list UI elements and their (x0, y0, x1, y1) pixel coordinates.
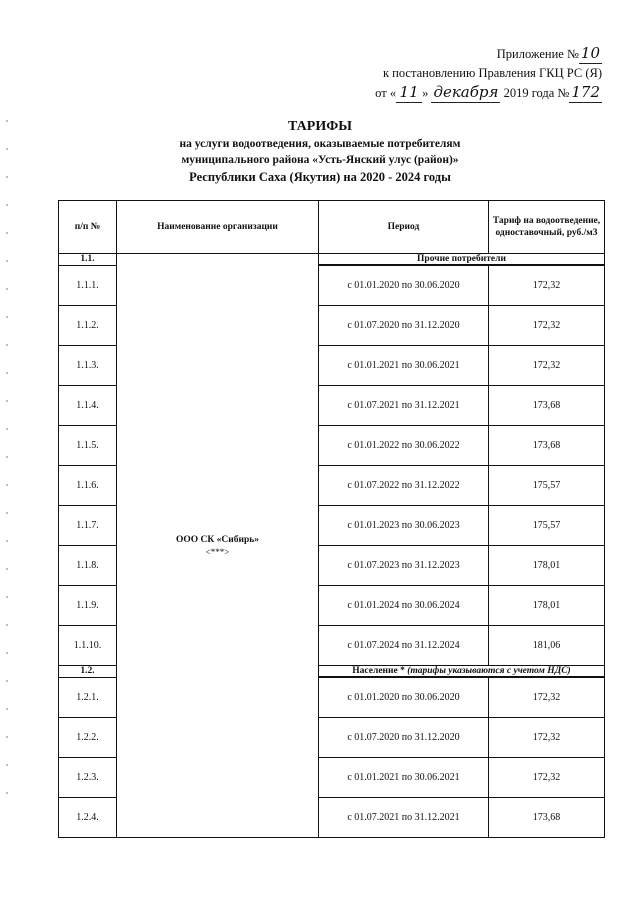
section-row (59, 254, 605, 266)
organization-name: ООО СК «Сибирь» (175, 534, 260, 545)
row-num: 1.2.3. (59, 758, 117, 798)
row-tariff: 172,32 (489, 306, 605, 346)
scan-margin-marks (6, 120, 8, 820)
appendix-number: 10 (580, 44, 600, 62)
row-num: 1.1.2. (59, 306, 117, 346)
row-tariff: 178,01 (489, 546, 605, 586)
title-line-2: на услуги водоотведения, оказываемые потребителям (179, 138, 461, 150)
row-period: с 01.07.2021 по 31.12.2021 (319, 798, 489, 838)
title-line-1: ТАРИФЫ (288, 119, 352, 134)
section-title-text: Население * (352, 666, 408, 676)
row-tariff: 172,32 (489, 758, 605, 798)
row-num: 1.2.2. (59, 718, 117, 758)
header-org: Наименование организации (117, 201, 319, 254)
row-num: 1.1.10. (59, 626, 117, 666)
row-num: 1.1.7. (59, 506, 117, 546)
row-num: 1.1.8. (59, 546, 117, 586)
row-period: с 01.01.2023 по 30.06.2023 (319, 506, 489, 546)
section-num: 1.1. (59, 254, 117, 266)
row-period: с 01.01.2020 по 30.06.2020 (319, 265, 489, 306)
row-tariff: 173,68 (489, 798, 605, 838)
row-period: с 01.01.2021 по 30.06.2021 (319, 758, 489, 798)
title-line-3: муниципального района «Усть-Янский улус (район)» (181, 154, 459, 166)
row-period: с 01.01.2022 по 30.06.2022 (319, 426, 489, 466)
table-header-row (59, 201, 605, 254)
row-tariff: 172,32 (489, 718, 605, 758)
row-tariff: 181,06 (489, 626, 605, 666)
row-tariff: 175,57 (489, 466, 605, 506)
organization-note: <***> (205, 546, 230, 557)
row-period: с 01.07.2020 по 31.12.2020 (319, 306, 489, 346)
date-line (375, 83, 602, 103)
row-num: 1.2.4. (59, 798, 117, 838)
date-year-text: 2019 года № (503, 86, 570, 100)
row-tariff: 178,01 (489, 586, 605, 626)
section-title (319, 254, 605, 266)
row-num: 1.1.5. (59, 426, 117, 466)
section-num: 1.2. (59, 666, 117, 678)
row-period: с 01.07.2022 по 31.12.2022 (319, 466, 489, 506)
appendix-label: Приложение № (496, 47, 579, 61)
row-num: 1.1.9. (59, 586, 117, 626)
tariff-table (58, 200, 605, 838)
table-body (59, 254, 605, 838)
appendix-header (375, 44, 602, 103)
date-quote-open: « (389, 86, 397, 100)
row-tariff: 173,68 (489, 386, 605, 426)
appendix-line (375, 44, 602, 64)
document-title (0, 118, 640, 186)
row-period: с 01.07.2024 по 31.12.2024 (319, 626, 489, 666)
date-quote-close: » (422, 86, 429, 100)
resolution-line: к постановлению Правления ГКЦ РС (Я) (382, 66, 602, 80)
row-num: 1.2.1. (59, 677, 117, 718)
row-tariff: 172,32 (489, 677, 605, 718)
row-num: 1.1.1. (59, 265, 117, 306)
title-line-4: Республики Саха (Якутия) на 2020 - 2024 годы (189, 170, 451, 184)
row-tariff: 175,57 (489, 506, 605, 546)
row-tariff: 172,32 (489, 346, 605, 386)
row-tariff: 172,32 (489, 265, 605, 306)
row-period: с 01.07.2020 по 31.12.2020 (319, 718, 489, 758)
date-prefix: от (375, 86, 387, 100)
header-period: Период (319, 201, 489, 254)
header-num: п/п № (59, 201, 117, 254)
section-title-text: Прочие потребители (417, 254, 506, 264)
organization-cell (117, 254, 319, 838)
resolution-number: 172 (571, 83, 600, 101)
row-period: с 01.01.2020 по 30.06.2020 (319, 677, 489, 718)
row-num: 1.1.4. (59, 386, 117, 426)
row-period: с 01.07.2021 по 31.12.2021 (319, 386, 489, 426)
row-period: с 01.07.2023 по 31.12.2023 (319, 546, 489, 586)
row-period: с 01.01.2021 по 30.06.2021 (319, 346, 489, 386)
date-month: декабря (433, 83, 499, 101)
section-title (319, 666, 605, 678)
row-tariff: 173,68 (489, 426, 605, 466)
row-period: с 01.01.2024 по 30.06.2024 (319, 586, 489, 626)
section-title-note: (тарифы указываются с учетом НДС) (407, 666, 571, 676)
header-tariff: Тариф на водоотведение, одноставочный, руб./м3 (489, 201, 605, 254)
date-day: 11 (396, 83, 422, 103)
row-num: 1.1.6. (59, 466, 117, 506)
row-num: 1.1.3. (59, 346, 117, 386)
